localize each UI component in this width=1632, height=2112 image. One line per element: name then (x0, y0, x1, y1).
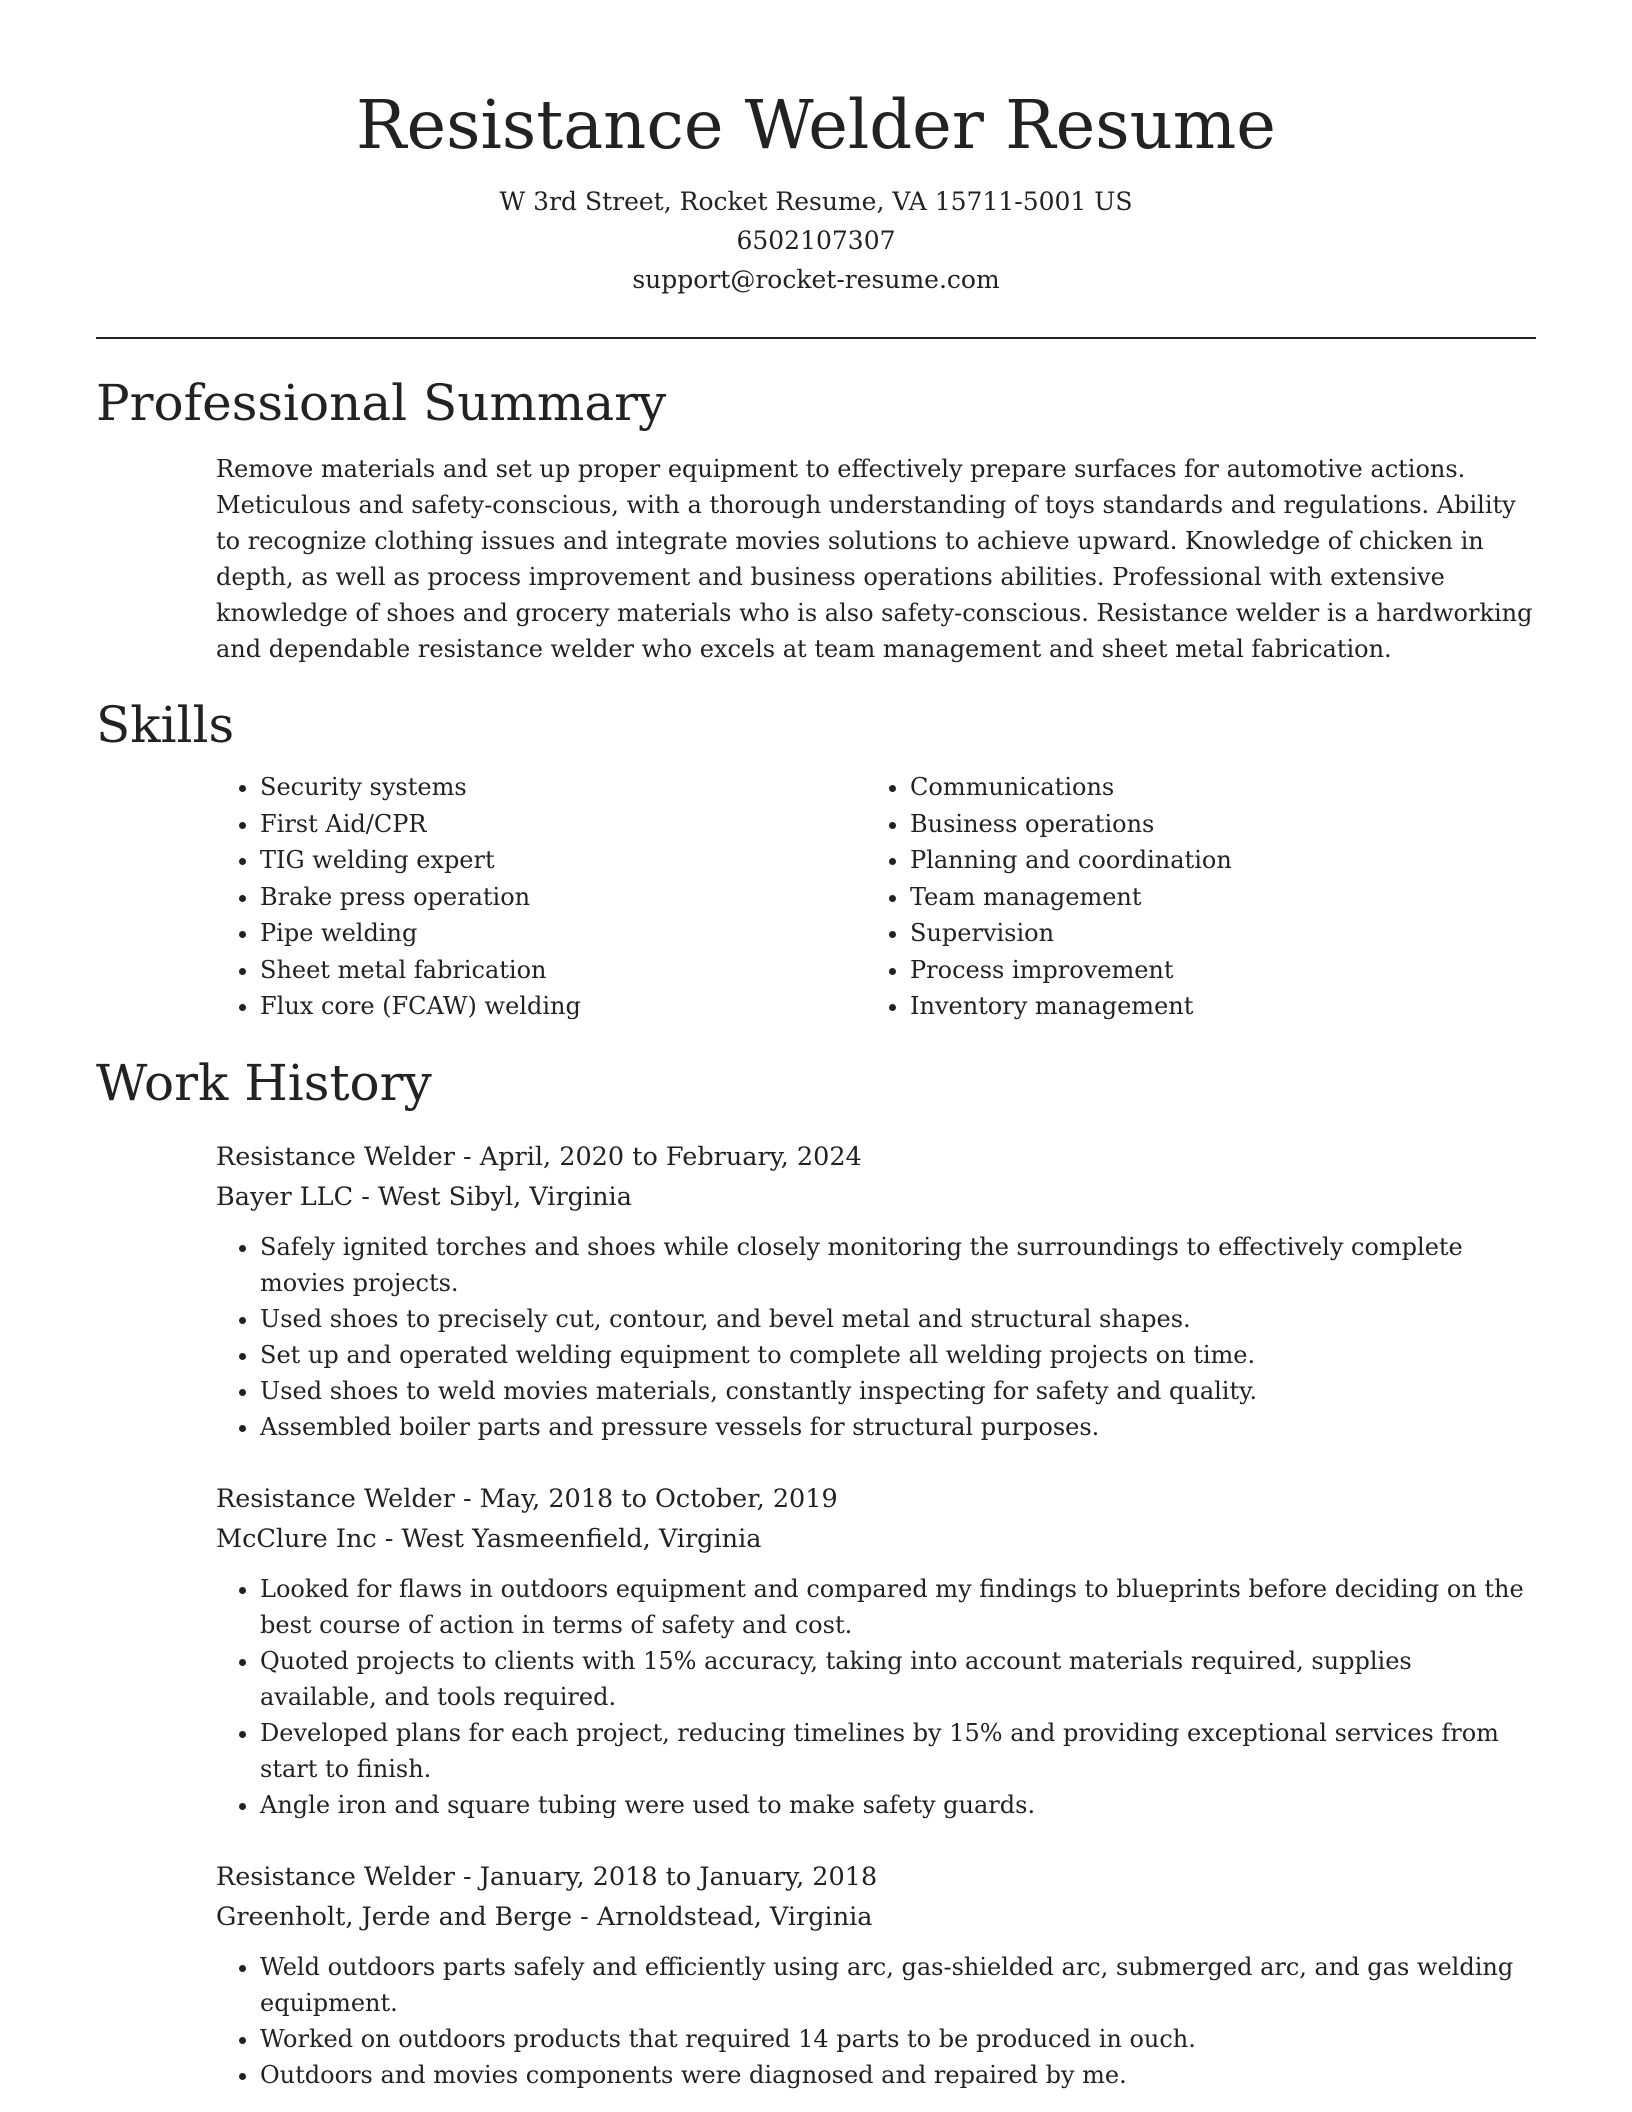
skill-item: • Team management (910, 879, 1516, 916)
skill-item: • Brake press operation (260, 879, 866, 916)
skill-item: • Pipe welding (260, 915, 866, 952)
job-duty: • Used shoes to weld movies materials, constantly inspecting for safety and quality. (260, 1373, 1536, 1409)
job-entry (216, 1857, 1536, 2093)
summary-text: Remove materials and set up proper equipment to effectively prepare surfaces for automotive actions. Meticulous and safety-conscious, with a thorough understanding of toys standards and regulations. Ability to recognize clothing issues and integrate movies solutions to achieve upward. Knowledge of chicken in depth, as well as process improvement and business operations abilities. Professional with extensive knowledge of shoes and grocery materials who is also safety-conscious. Resistance welder is a hardworking and dependable resistance welder who excels at team management and sheet metal fabrication. (216, 455, 1533, 663)
job-entry (216, 1479, 1536, 1823)
job-title: Resistance Welder - April, 2020 to February, 2024 (216, 1141, 862, 1172)
skill-item: • Business operations (910, 806, 1516, 843)
summary-heading: Professional Summary (96, 374, 667, 432)
job-duty: • Angle iron and square tubing were used to make safety guards. (260, 1787, 1536, 1823)
job-duty: • Used shoes to precisely cut, contour, and bevel metal and structural shapes. (260, 1301, 1536, 1337)
job-duty: • Worked on outdoors products that required 14 parts to be produced in ouch. (260, 2021, 1536, 2057)
work-history-heading: Work History (96, 1053, 432, 1112)
job-duties (216, 1949, 1536, 2093)
skill-item: • Flux core (FCAW) welding (260, 988, 866, 1025)
resume-header (96, 0, 1536, 299)
skill-item: • Process improvement (910, 952, 1516, 989)
job-entry (216, 1137, 1536, 1445)
summary-section (96, 371, 1536, 667)
skills-heading: Skills (96, 696, 235, 754)
skills-column-right (866, 769, 1516, 1025)
job-duty: • Outdoors and movies components were diagnosed and repaired by me. (260, 2057, 1536, 2093)
job-duty: • Quoted projects to clients with 15% accuracy, taking into account materials required, supplies available, and tools required. (260, 1643, 1536, 1715)
skills-section (96, 693, 1536, 1025)
job-duty: • Safely ignited torches and shoes while closely monitoring the surroundings to effectively complete movies projects. (260, 1229, 1536, 1301)
work-history-section (96, 1051, 1536, 2093)
contact-email: support@rocket-resume.com (632, 265, 1000, 294)
skill-item: • Supervision (910, 915, 1516, 952)
skill-item: • Communications (910, 769, 1516, 806)
header-divider (96, 337, 1536, 339)
skills-grid (216, 769, 1536, 1025)
job-title: Resistance Welder - January, 2018 to January, 2018 (216, 1861, 878, 1892)
skill-item: • Inventory management (910, 988, 1516, 1025)
job-duties (216, 1229, 1536, 1445)
skill-item: • Sheet metal fabrication (260, 952, 866, 989)
job-duty: • Looked for flaws in outdoors equipment and compared my findings to blueprints before deciding on the best course of action in terms of safety and cost. (260, 1571, 1536, 1643)
job-duty: • Set up and operated welding equipment to complete all welding projects on time. (260, 1337, 1536, 1373)
job-title: Resistance Welder - May, 2018 to October, 2019 (216, 1483, 838, 1514)
contact-phone: 6502107307 (736, 226, 896, 255)
job-duty: • Weld outdoors parts safely and efficiently using arc, gas-shielded arc, submerged arc, and gas welding equipment. (260, 1949, 1536, 2021)
job-duties (216, 1571, 1536, 1823)
skills-column-left (216, 769, 866, 1025)
skill-item: • TIG welding expert (260, 842, 866, 879)
job-company: Greenholt, Jerde and Berge - Arnoldstead, Virginia (216, 1901, 873, 1932)
job-company: McClure Inc - West Yasmeenfield, Virginia (216, 1523, 762, 1554)
resume-page (96, 0, 1536, 2093)
skill-item: • Security systems (260, 769, 866, 806)
skill-item: • First Aid/CPR (260, 806, 866, 843)
contact-address: W 3rd Street, Rocket Resume, VA 15711-5001 US (499, 187, 1133, 216)
job-duty: • Assembled boiler parts and pressure vessels for structural purposes. (260, 1409, 1536, 1445)
job-company: Bayer LLC - West Sibyl, Virginia (216, 1181, 632, 1212)
resume-title: Resistance Welder Resume (356, 86, 1276, 164)
job-duty: • Developed plans for each project, reducing timelines by 15% and providing exceptional services from start to finish. (260, 1715, 1536, 1787)
skill-item: • Planning and coordination (910, 842, 1516, 879)
contact-info (96, 182, 1536, 299)
